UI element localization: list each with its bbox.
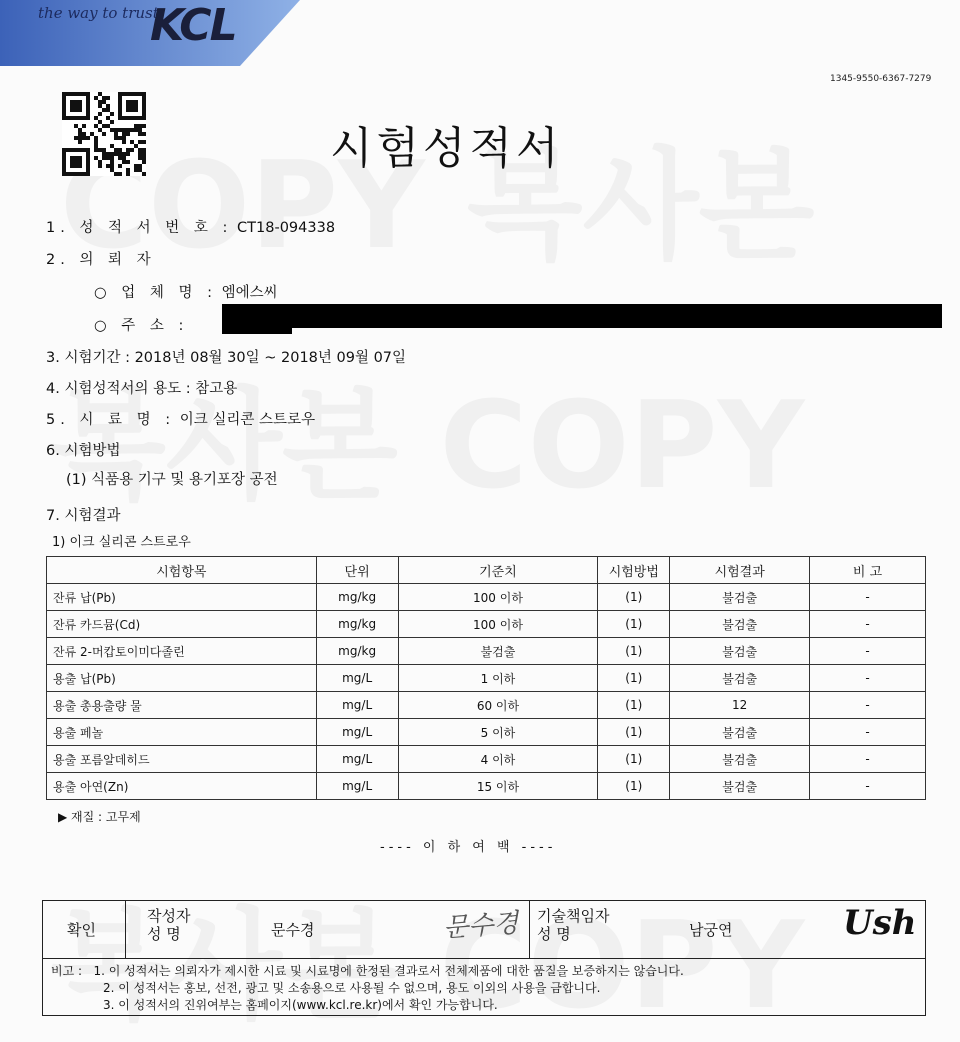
note-2: 2. 이 성적서는 홍보, 선전, 광고 및 소송용으로 사용될 수 없으며, 용도 이외의 사용을 금합니다. [103,981,601,995]
cell-remarks: - [810,638,926,665]
cell-standard: 100 이하 [398,584,598,611]
cell-result: 12 [670,692,810,719]
purpose-row [46,377,237,398]
tech-manager-label [537,907,609,943]
cell-unit: mg/kg [316,638,398,665]
cell-standard: 60 이하 [398,692,598,719]
company-row [94,281,278,302]
cell-method: (1) [598,773,670,800]
results-table [46,556,926,800]
tech-manager-signature: Ush [843,903,917,943]
period-value: 2018년 08월 30일 ~ 2018년 09월 07일 [134,350,407,366]
cell-test-item: 잔류 카드뮴(Cd) [47,611,317,638]
cell-method: (1) [598,638,670,665]
cell-method: (1) [598,665,670,692]
cell-standard: 불검출 [398,638,598,665]
header-standard: 기준치 [398,557,598,584]
cell-result: 불검출 [670,584,810,611]
table-row [47,773,926,800]
cell-result: 불검출 [670,773,810,800]
slogan: the way to trust [38,4,159,22]
redaction-bar [222,304,942,328]
cell-remarks: - [810,611,926,638]
tech-label-line2: 성 명 [537,925,571,943]
qr-code-icon [62,92,146,176]
cell-unit: mg/L [316,746,398,773]
cell-method: (1) [598,611,670,638]
sample-value: 이크 실리콘 스트로우 [179,412,316,428]
method-value: (1) 식품용 기구 및 용기포장 공전 [66,472,278,488]
page-title: 시험성적서 [330,123,563,174]
cell-remarks: - [810,692,926,719]
blank-marker: ---- 이 하 여 백 ---- [380,840,557,855]
cell-remarks: - [810,719,926,746]
header-method: 시험방법 [598,557,670,584]
cell-test-item: 용출 아연(Zn) [47,773,317,800]
author-label-line1: 작성자 [147,907,191,925]
cell-method: (1) [598,746,670,773]
table-header-row [47,557,926,584]
author-label [147,907,190,943]
header-result: 시험결과 [670,557,810,584]
purpose-value: 참고용 [195,381,238,397]
cell-standard: 4 이하 [398,746,598,773]
cell-method: (1) [598,692,670,719]
tech-manager-name: 남궁연 [689,921,733,939]
cell-result: 불검출 [670,746,810,773]
document-number: 1345-9550-6367-7279 [830,74,932,84]
header-unit: 단위 [316,557,398,584]
cell-remarks: - [810,665,926,692]
cell-unit: mg/L [316,665,398,692]
report-number-label: 1. 성 적 서 번 호 : [46,220,233,236]
signature-box [42,900,926,1016]
cell-unit: mg/L [316,692,398,719]
period-label: 3. 시험기간 : [46,350,130,366]
header-test-item: 시험항목 [47,557,317,584]
cell-test-item: 용출 포름알데히드 [47,746,317,773]
table-row [47,692,926,719]
result-subtitle: 1) 이크 실리콘 스트로우 [52,535,191,550]
cell-unit: mg/kg [316,584,398,611]
period-row [46,346,406,367]
author-signature: 문수경 [442,908,520,944]
cell-test-item: 용출 총용출량 물 [47,692,317,719]
sample-label: 5. 시 료 명 : [46,412,176,428]
watermark-copy-2 [50,350,804,522]
result-label: 7. 시험결과 [46,508,121,524]
note-1: 1. 이 성적서는 의뢰자가 제시한 시료 및 시료명에 한정된 결과로서 전체제품에 대한 품질을 보증하지는 않습니다. [93,964,684,978]
company-label: ○ 업 체 명 : [94,285,217,301]
report-number-row [46,216,335,237]
table-row [47,665,926,692]
table-row [47,611,926,638]
address-label: ○ 주 소 : [94,318,189,334]
purpose-label: 4. 시험성적서의 용도 : [46,381,191,397]
table-row [47,584,926,611]
method-label: 6. 시험방법 [46,443,121,459]
notes-line [51,963,684,980]
cell-method: (1) [598,719,670,746]
cell-remarks: - [810,746,926,773]
divider [529,901,530,958]
report-number-value: CT18-094338 [237,220,336,236]
cell-standard: 1 이하 [398,665,598,692]
cell-unit: mg/kg [316,611,398,638]
cell-test-item: 잔류 납(Pb) [47,584,317,611]
notes [51,963,684,1014]
redaction-bar-tail [222,324,292,334]
table-row [47,719,926,746]
divider [125,901,126,958]
notes-label: 비고 : [51,964,83,978]
tech-label-line1: 기술책임자 [537,907,610,925]
cell-result: 불검출 [670,638,810,665]
cell-result: 불검출 [670,665,810,692]
note-3: 3. 이 성적서의 진위여부는 홈페이지(www.kcl.re.kr)에서 확인 가능합니다. [103,998,498,1012]
header-remarks: 비 고 [810,557,926,584]
confirm-label: 확인 [67,921,96,939]
cell-test-item: 용출 납(Pb) [47,665,317,692]
cell-method: (1) [598,584,670,611]
author-name: 문수경 [271,921,315,939]
cell-unit: mg/L [316,773,398,800]
cell-remarks: - [810,584,926,611]
material-note: ▶ 재질 : 고무제 [58,810,141,824]
cell-standard: 15 이하 [398,773,598,800]
table-row [47,746,926,773]
cell-standard: 100 이하 [398,611,598,638]
cell-result: 불검출 [670,611,810,638]
cell-result: 불검출 [670,719,810,746]
sample-row [46,408,315,429]
cell-test-item: 잔류 2-머캅토이미다졸린 [47,638,317,665]
cell-unit: mg/L [316,719,398,746]
kcl-logo: KCL [150,0,236,51]
table-row [47,638,926,665]
cell-remarks: - [810,773,926,800]
author-label-line2: 성 명 [147,925,181,943]
client-label: 2. 의 뢰 자 [46,252,156,268]
cell-test-item: 용출 페놀 [47,719,317,746]
company-value: 엠에스씨 [221,285,278,301]
cell-standard: 5 이하 [398,719,598,746]
